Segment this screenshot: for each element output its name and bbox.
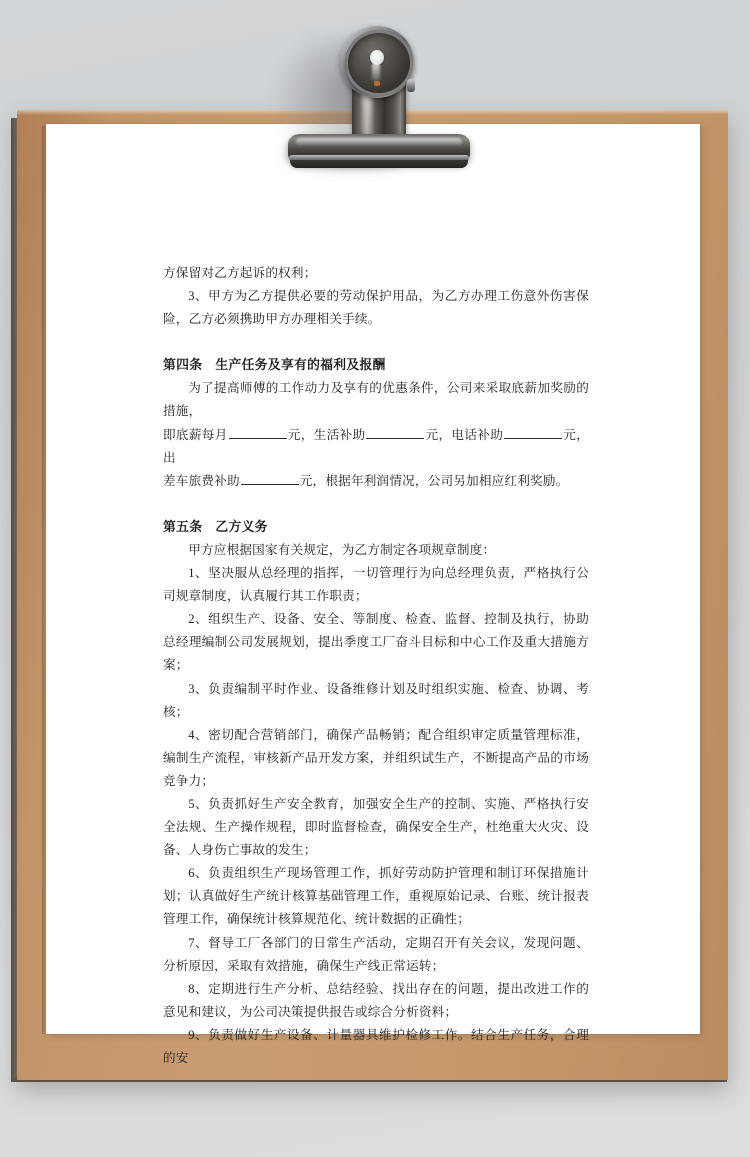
document-paragraph: 方保留对乙方起诉的权利； bbox=[163, 266, 317, 280]
document-paragraph: 甲方应根据国家有关规定，为乙方制定各项规章制度： bbox=[188, 542, 496, 557]
fill-in-text: 差车旅费补助 bbox=[163, 473, 240, 488]
clip-disc-rim bbox=[340, 26, 414, 98]
section-heading: 第五条 乙方义务 bbox=[163, 519, 268, 534]
document-paragraph: 3、甲方为乙方提供必要的劳动保护用品，为乙方办理工伤意外伤害保险，乙方必须携助甲方办理相关手续。 bbox=[163, 289, 589, 327]
document-paragraph: 8、定期进行生产分析、总结经验、找出存在的问题，提出改进工作的意见和建议，为公司决策提供报告或综合分析资料； bbox=[163, 981, 589, 1019]
fill-in-blank[interactable] bbox=[229, 426, 287, 439]
document-paragraph: 1、坚决服从总经理的指挥，一切管理行为向总经理负责，严格执行公司规章制度，认真履行其工作职责； bbox=[163, 566, 589, 604]
clipboard-top-highlight bbox=[17, 110, 728, 115]
document-paragraph: 6、负责组织生产现场管理工作，抓好劳动防护管理和制订环保措施计划；认真做好生产统计核算基础管理工作，重视原始记录、台账、统计报表管理工作，确保统计核算规范化、统计数据的正确性； bbox=[163, 866, 589, 927]
section-heading: 第四条 生产任务及享有的福利及报酬 bbox=[163, 358, 386, 373]
fill-in-text: 元，出 bbox=[163, 427, 590, 465]
document-paragraph: 7、督导工厂各部门的日常生产活动，定期召开有关会议，发现问题、分析原因，采取有效措施，确保生产线正常运转； bbox=[163, 935, 589, 973]
clip-disc-accent-dot bbox=[374, 81, 380, 86]
paragraph-spacer bbox=[163, 331, 589, 354]
document-paragraph: 4、密切配合营销部门，确保产品畅销；配合组织审定质量管理标准，编制生产流程，审核新产品开发方案，并组织试生产，不断提高产品的市场竞争力； bbox=[163, 727, 589, 788]
clip-disc bbox=[345, 30, 413, 96]
document-paragraph: 为了提高师傅的工作动力及享有的优惠条件，公司来采取底薪加奖励的措施， bbox=[163, 381, 589, 419]
fill-in-blank[interactable] bbox=[241, 472, 299, 485]
paragraph-spacer bbox=[163, 493, 589, 516]
clip-disc-highlight bbox=[372, 62, 380, 82]
fill-in-text: 元，根据年利润情况，公司另加相应红利奖励。 bbox=[299, 473, 569, 488]
fill-in-blank[interactable] bbox=[504, 426, 562, 439]
fill-in-line bbox=[163, 424, 589, 470]
clip-side-nub bbox=[407, 79, 415, 92]
document-paragraph: 9、负责做好生产设备、计量器具维护检修工作。结合生产任务，合理的安 bbox=[163, 1027, 589, 1065]
fill-in-text: 即底薪每月 bbox=[163, 427, 228, 442]
document-paragraph: 3、负责编制平时作业、设备维修计划及时组织实施、检查、协调、考核； bbox=[163, 681, 589, 719]
document-paragraph: 2、组织生产、设备、安全、等制度、检查、监督、控制及执行，协助总经理编制公司发展规划，提出季度工厂奋斗目标和中心工作及重大措施方案； bbox=[163, 612, 589, 673]
document-paragraph: 5、负责抓好生产安全教育，加强安全生产的控制、实施、严格执行安全法规、生产操作规程，即时监督检查，确保安全生产，杜绝重大火灾、设备、人身伤亡事故的发生； bbox=[163, 796, 589, 858]
fill-in-text: 元，电话补助 bbox=[425, 427, 504, 442]
document-text-body bbox=[163, 262, 589, 1070]
fill-in-text: 元，生活补助 bbox=[287, 427, 366, 442]
clip-disc-hole-icon bbox=[370, 50, 384, 65]
fill-in-blank[interactable] bbox=[366, 426, 424, 439]
fill-in-line bbox=[163, 470, 589, 493]
